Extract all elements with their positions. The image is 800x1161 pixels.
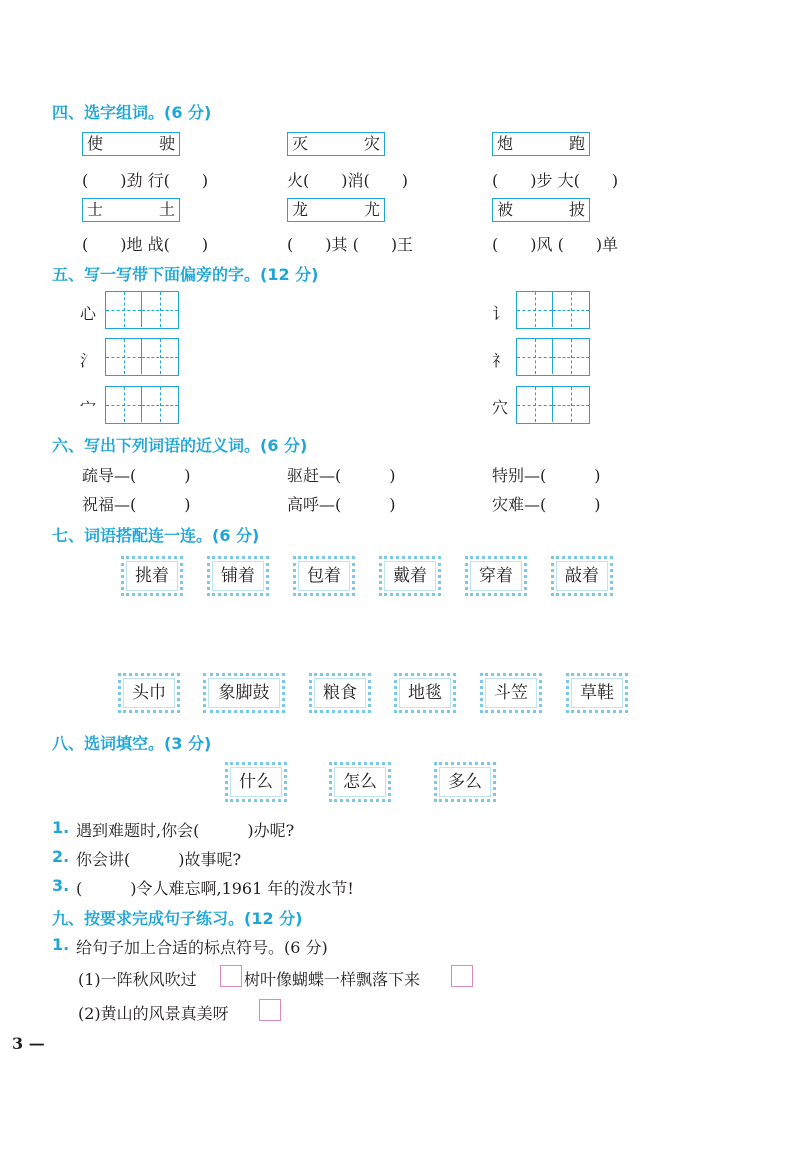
char-option: 驶: [158, 134, 175, 153]
radical-label: 氵: [80, 351, 97, 370]
char-pair-box: [82, 198, 180, 222]
fill-blank-line: ( )步 大( ): [492, 171, 619, 190]
writing-grid[interactable]: [105, 291, 179, 329]
sentence-part: (2)黄山的风景真美呀: [78, 1004, 229, 1023]
match-word-bottom[interactable]: 地毯: [394, 673, 456, 713]
match-word-bottom[interactable]: 斗笠: [480, 673, 542, 713]
radical-label: 讠: [492, 304, 509, 323]
fill-blank-line: ( )其 ( )王: [287, 235, 414, 254]
question-number: 1.: [52, 935, 70, 954]
match-word-top[interactable]: 包着: [293, 556, 355, 596]
choice-word[interactable]: 多么: [434, 762, 496, 802]
char-option: 龙: [292, 200, 309, 219]
section-8-title: 八、选词填空。(3 分): [52, 734, 212, 753]
choice-word[interactable]: 什么: [225, 762, 287, 802]
fill-question: 你会讲( )故事呢?: [76, 850, 242, 869]
radical-label: 宀: [80, 398, 97, 417]
question-text: 给句子加上合适的标点符号。(6 分): [76, 938, 328, 957]
punctuation-box[interactable]: [220, 965, 242, 987]
punctuation-box[interactable]: [451, 965, 473, 987]
match-word-bottom[interactable]: 象脚鼓: [203, 673, 285, 713]
char-option: 披: [568, 200, 585, 219]
section-6-title: 六、写出下列词语的近义词。(6 分): [52, 436, 308, 455]
match-word-top[interactable]: 穿着: [465, 556, 527, 596]
char-pair-box: [287, 198, 385, 222]
sentence-part: 树叶像蝴蝶一样飘落下来: [244, 970, 421, 989]
char-pair-box: [492, 198, 590, 222]
synonym-item: 驱赶—( ): [287, 466, 396, 485]
match-word-top[interactable]: 铺着: [207, 556, 269, 596]
question-number: 3.: [52, 876, 70, 895]
match-word-bottom[interactable]: 粮食: [309, 673, 371, 713]
char-option: 灭: [292, 134, 309, 153]
writing-grid[interactable]: [516, 338, 590, 376]
char-pair-box: [492, 132, 590, 156]
char-option: 跑: [568, 134, 585, 153]
synonym-item: 特别—( ): [492, 466, 601, 485]
fill-question: 遇到难题时,你会( )办呢?: [76, 821, 295, 840]
radical-label: 穴: [492, 398, 509, 417]
char-option: 被: [497, 200, 514, 219]
sentence-part: (1)一阵秋风吹过: [78, 970, 197, 989]
synonym-item: 高呼—( ): [287, 495, 396, 514]
match-word-top[interactable]: 敲着: [551, 556, 613, 596]
synonym-item: 祝福—( ): [82, 495, 191, 514]
fill-blank-line: ( )劲 行( ): [82, 171, 209, 190]
fill-blank-line: ( )风 ( )单: [492, 235, 619, 254]
fill-blank-line: 火( )消( ): [287, 171, 408, 190]
question-number: 2.: [52, 847, 70, 866]
radical-label: 礻: [492, 351, 509, 370]
match-word-top[interactable]: 戴着: [379, 556, 441, 596]
char-option: 炮: [497, 134, 514, 153]
section-7-title: 七、词语搭配连一连。(6 分): [52, 526, 260, 545]
writing-grid[interactable]: [516, 386, 590, 424]
section-5-title: 五、写一写带下面偏旁的字。(12 分): [52, 265, 319, 284]
writing-grid[interactable]: [516, 291, 590, 329]
section-9-title: 九、按要求完成句子练习。(12 分): [52, 909, 303, 928]
char-option: 士: [87, 200, 104, 219]
match-word-bottom[interactable]: 草鞋: [566, 673, 628, 713]
punctuation-box[interactable]: [259, 999, 281, 1021]
question-number: 1.: [52, 818, 70, 837]
section-4-title: 四、选字组词。(6 分): [52, 103, 212, 122]
char-option: 尤: [363, 200, 380, 219]
choice-word[interactable]: 怎么: [329, 762, 391, 802]
synonym-item: 疏导—( ): [82, 466, 191, 485]
radical-label: 心: [80, 304, 97, 323]
match-word-bottom[interactable]: 头巾: [118, 673, 180, 713]
fill-question: ( )令人难忘啊,1961 年的泼水节!: [76, 879, 354, 898]
page-number: 3 —: [12, 1034, 45, 1053]
char-option: 使: [87, 134, 104, 153]
match-word-top[interactable]: 挑着: [121, 556, 183, 596]
writing-grid[interactable]: [105, 386, 179, 424]
char-pair-box: [82, 132, 180, 156]
synonym-item: 灾难—( ): [492, 495, 601, 514]
writing-grid[interactable]: [105, 338, 179, 376]
char-pair-box: [287, 132, 385, 156]
char-option: 灾: [363, 134, 380, 153]
char-option: 土: [158, 200, 175, 219]
fill-blank-line: ( )地 战( ): [82, 235, 209, 254]
